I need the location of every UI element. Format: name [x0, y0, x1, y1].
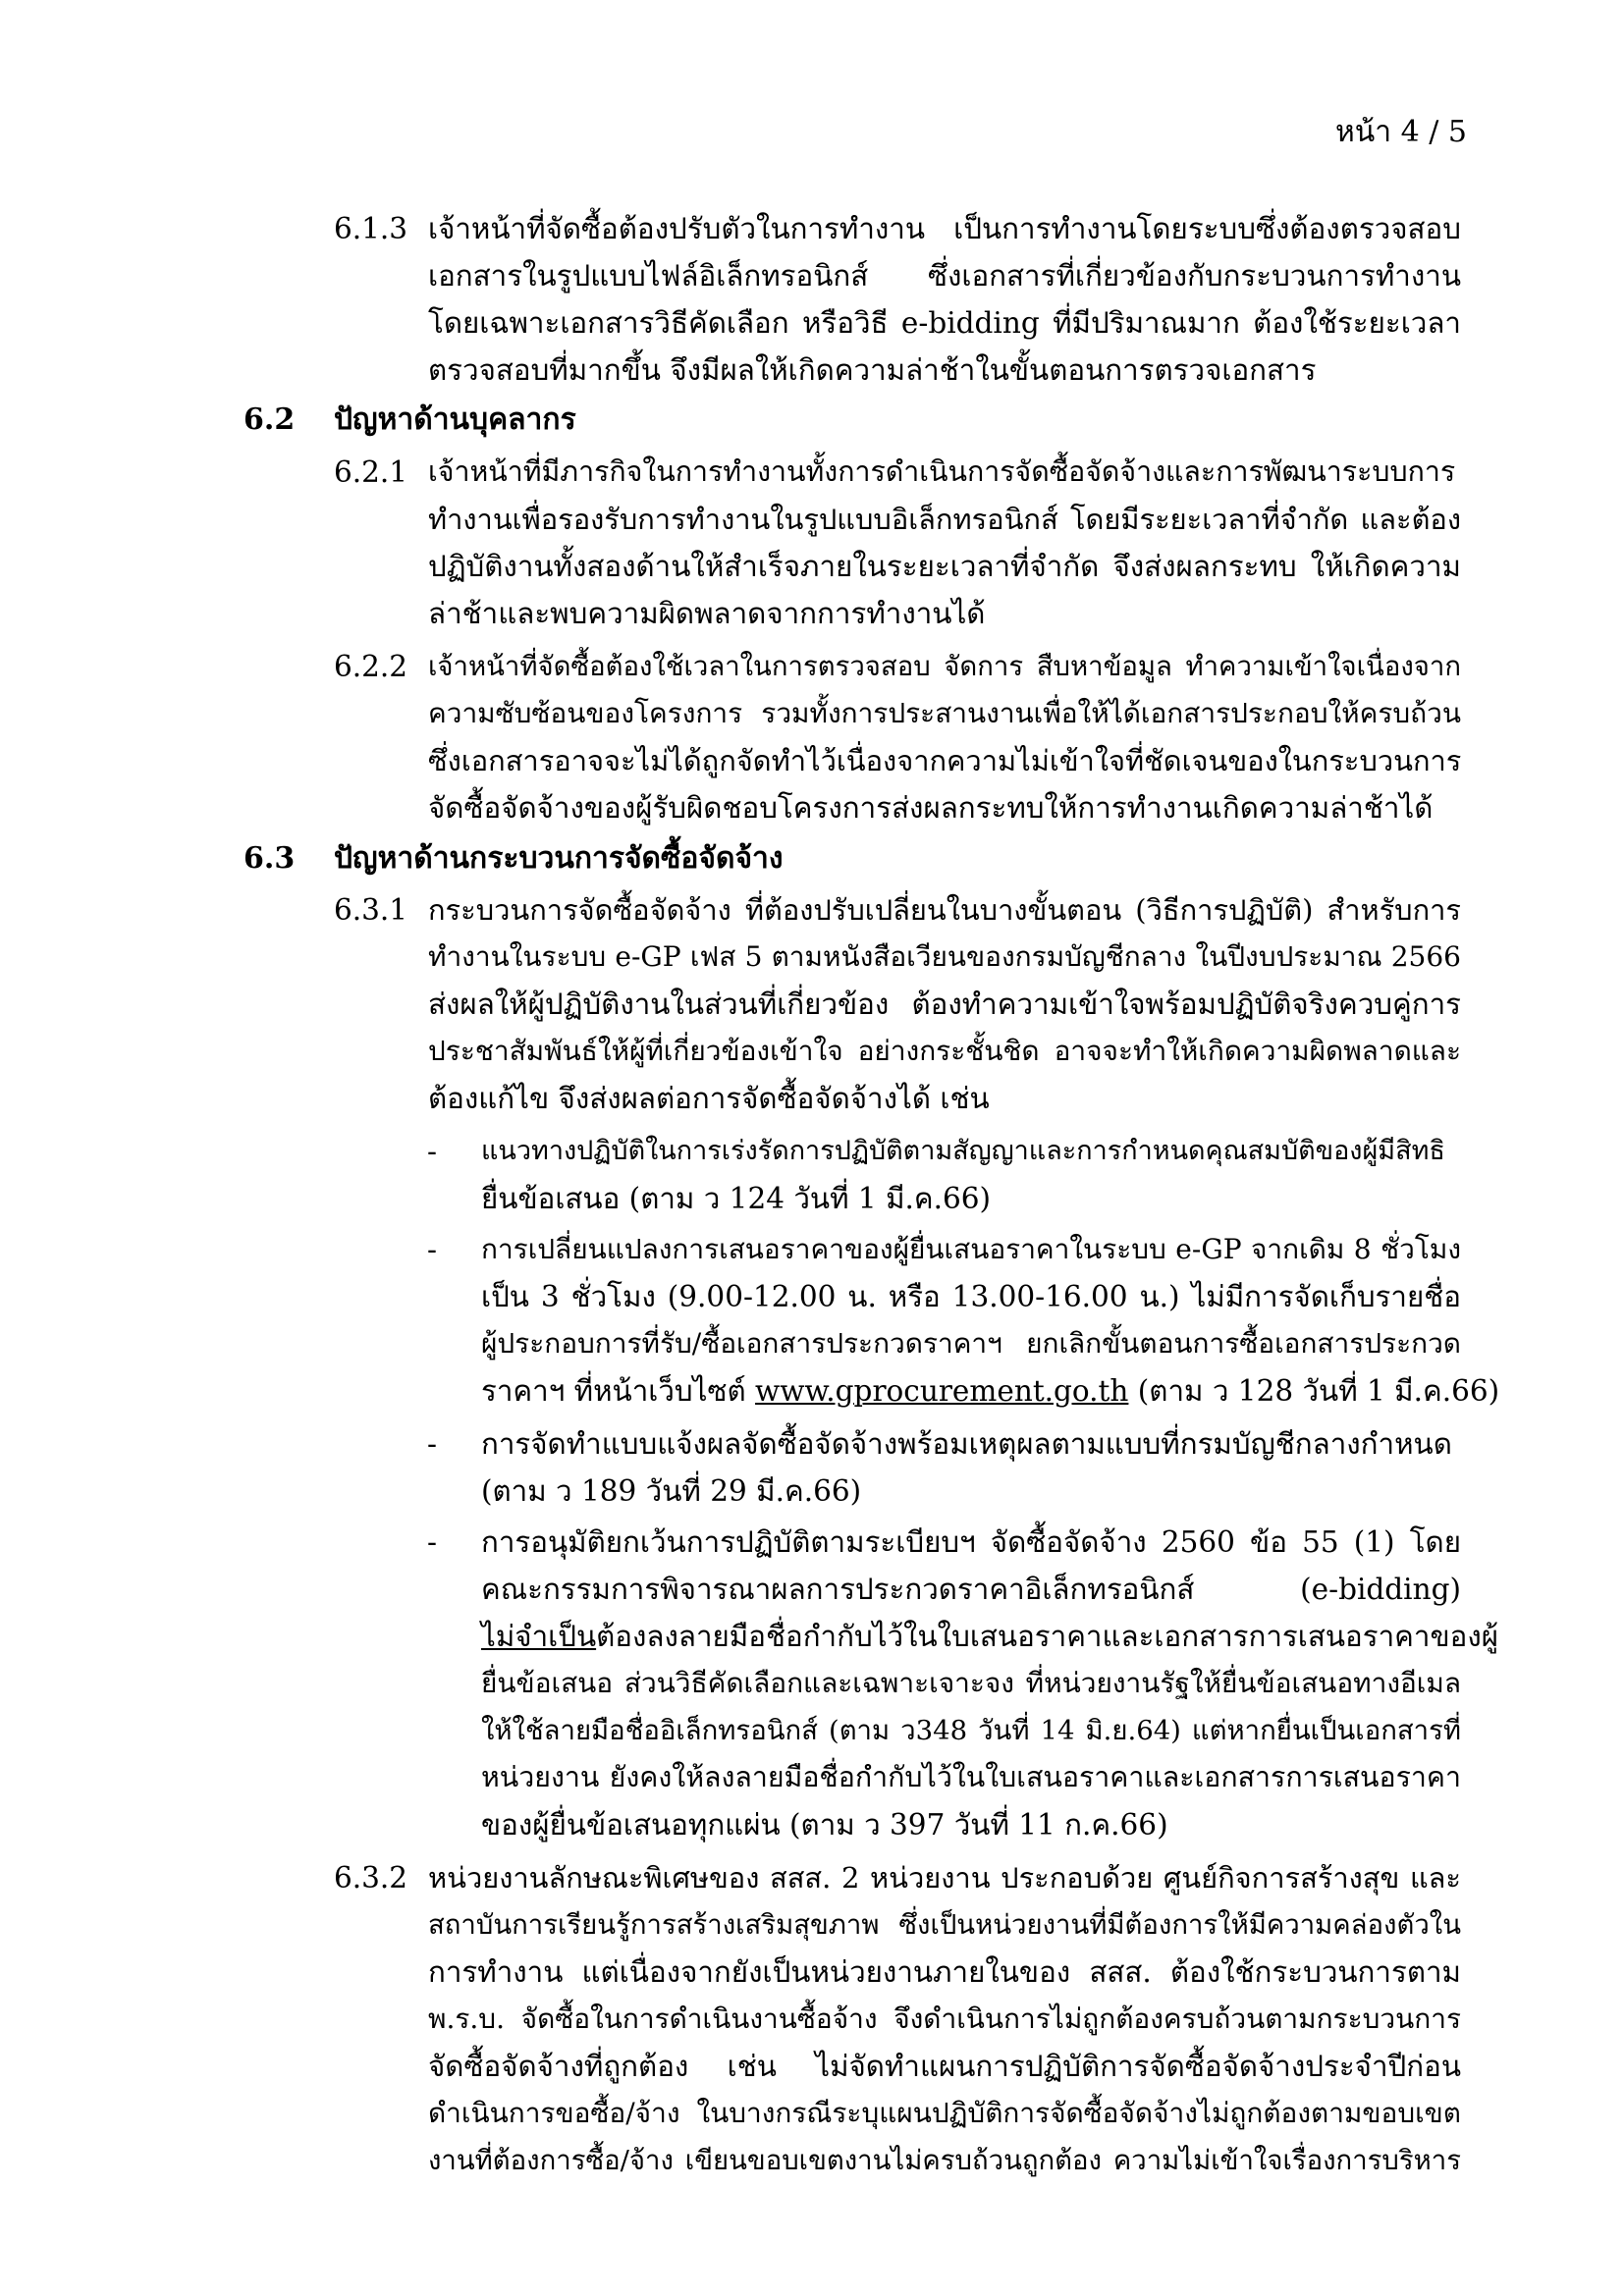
clause-number-6-1-3: 6.1.3 [334, 212, 408, 245]
paragraph-line: เจ้าหน้าที่มีภารกิจในการทำงานทั้งการดำเนินการจัดซื้อจัดจ้างและการพัฒนาระบบการ [428, 455, 1456, 488]
bullet-line: ยื่นข้อเสนอ (ตาม ว 124 วันที่ 1 มี.ค.66) [481, 1182, 992, 1215]
bullet-line: การอนุมัติยกเว้นการปฏิบัติตามระเบียบฯ จัดซื้อจัดจ้าง 2560 ข้อ 55 (1) โดย [481, 1525, 1461, 1559]
bullet-line: การเปลี่ยนแปลงการเสนอราคาของผู้ยื่นเสนอราคาในระบบ e-GP จากเดิม 8 ชั่วโมง [481, 1233, 1461, 1265]
clause-number-6-2-1: 6.2.1 [334, 455, 408, 489]
paragraph-line: จัดซื้อจัดจ้างของผู้รับผิดชอบโครงการส่งผลกระทบให้การทำงานเกิดความล่าช้าได้ [428, 791, 1434, 825]
paragraph-line: หน่วยงานลักษณะพิเศษของ สสส. 2 หน่วยงาน ประกอบด้วย ศูนย์กิจการสร้างสุข และ [428, 1861, 1461, 1895]
bullet-line: หน่วยงาน ยังคงให้ลงลายมือชื่อกำกับไว้ในใบเสนอราคาและเอกสารการเสนอราคา [481, 1761, 1461, 1793]
bullet-text: ราคาฯ ที่หน้าเว็บไซต์ [481, 1374, 756, 1408]
paragraph-line: ดำเนินการขอซื้อ/จ้าง ในบางกรณีระบุแผนปฏิบัติการจัดซื้อจัดจ้างไม่ถูกต้องตามขอบเขต [428, 2097, 1461, 2129]
paragraph-line: ทำงานในระบบ e-GP เฟส 5 ตามหนังสือเวียนของกรมบัญชีกลาง ในปีงบประมาณ 2566 [428, 940, 1461, 973]
bullet-line: ยื่นข้อเสนอ ส่วนวิธีคัดเลือกและเฉพาะเจาะจง ที่หน่วยงานรัฐให้ยื่นข้อเสนอทางอีเมล [481, 1667, 1461, 1699]
bullet-text: (ตาม ว 128 วันที่ 1 มี.ค.66) [1128, 1374, 1500, 1408]
page-number: หน้า 4 / 5 [1335, 115, 1468, 149]
paragraph-line: งานที่ต้องการซื้อ/จ้าง เขียนขอบเขตงานไม่ครบถ้วนถูกต้อง ความไม่เข้าใจเรื่องการบริหาร [428, 2145, 1461, 2176]
bullet-line: การจัดทำแบบแจ้งผลจัดซื้อจัดจ้างพร้อมเหตุผลตามแบบที่กรมบัญชีกลางกำหนด [481, 1427, 1452, 1461]
paragraph-line: กระบวนการจัดซื้อจัดจ้าง ที่ต้องปรับเปลี่ยนในบางขั้นตอน (วิธีการปฏิบัติ) สำหรับการ [428, 893, 1461, 927]
bullet-dash: - [427, 1525, 437, 1559]
bullet-dash: - [427, 1427, 437, 1461]
section-title-6-2: ปัญหาด้านบุคลากร [334, 402, 576, 437]
paragraph-line: พ.ร.บ. จัดซื้อในการดำเนินงานซื้อจ้าง จึงดำเนินการไม่ถูกต้องครบถ้วนตามกระบวนการ [428, 2002, 1461, 2035]
paragraph-line: ประชาสัมพันธ์ให้ผู้ที่เกี่ยวข้องเข้าใจ อย่างกระชั้นชิด อาจจะทำให้เกิดความผิดพลาดและ [428, 1035, 1461, 1067]
paragraph-line: เอกสารในรูปแบบไฟล์อิเล็กทรอนิกส์ ซึ่งเอกสารที่เกี่ยวข้องกับกระบวนการทำงาน [428, 259, 1461, 293]
paragraph-line: ทำงานเพื่อรองรับการทำงานในรูปแบบอิเล็กทรอนิกส์ โดยมีระยะเวลาที่จำกัด และต้อง [428, 503, 1461, 536]
paragraph-line: การทำงาน แต่เนื่องจากยังเป็นหน่วยงานภายในของ สสส. ต้องใช้กระบวนการตาม [428, 1955, 1461, 1989]
bullet-line: แนวทางปฏิบัติในการเร่งรัดการปฏิบัติตามสัญญาและการกำหนดคุณสมบัติของผู้มีสิทธิ [481, 1136, 1445, 1166]
bullet-text: ต้องลงลายมือชื่อกำกับไว้ในใบเสนอราคาและเอกสารการเสนอราคาของผู้ [596, 1620, 1499, 1653]
clause-number-6-3-2: 6.3.2 [334, 1861, 408, 1895]
paragraph-line: สถาบันการเรียนรู้การสร้างเสริมสุขภาพ ซึ่งเป็นหน่วยงานที่มีต้องการให้มีความคล่องตัวใน [428, 1909, 1461, 1941]
bullet-line [481, 1368, 1499, 1414]
bullet-line: ผู้ประกอบการที่รับ/ซื้อเอกสารประกวดราคาฯ ยกเลิกขั้นตอนการซื้อเอกสารประกวด [481, 1327, 1461, 1360]
bullet-line [481, 1614, 1498, 1659]
bullet-line: คณะกรรมการพิจารณาผลการประกวดราคาอิเล็กทรอนิกส์ (e-bidding) [481, 1573, 1461, 1606]
section-title-6-3: ปัญหาด้านกระบวนการจัดซื้อจัดจ้าง [334, 841, 784, 876]
bullet-dash: - [427, 1233, 437, 1266]
bullet-line: เป็น 3 ชั่วโมง (9.00-12.00 น. หรือ 13.00-16.00 น.) ไม่มีการจัดเก็บรายชื่อ [481, 1280, 1461, 1313]
bullet-line: ให้ใช้ลายมือชื่ออิเล็กทรอนิกส์ (ตาม ว348 วันที่ 14 มิ.ย.64) แต่หากยื่นเป็นเอกสารที่ [481, 1715, 1461, 1746]
paragraph-line: ตรวจสอบที่มากขึ้น จึงมีผลให้เกิดความล่าช้าในขั้นตอนการตรวจเอกสาร [428, 353, 1317, 387]
bullet-line: ของผู้ยื่นข้อเสนอทุกแผ่น (ตาม ว 397 วันที่ 11 ก.ค.66) [481, 1808, 1168, 1842]
gprocurement-link[interactable]: www.gprocurement.go.th [755, 1374, 1129, 1408]
paragraph-line: ความซับซ้อนของโครงการ รวมทั้งการประสานงานเพื่อให้ได้เอกสารประกอบให้ครบถ้วน [428, 697, 1461, 729]
paragraph-line: เจ้าหน้าที่จัดซื้อต้องปรับตัวในการทำงาน เป็นการทำงานโดยระบบซึ่งต้องตรวจสอบ [428, 212, 1461, 245]
section-number-6-3: 6.3 [244, 841, 296, 876]
paragraph-line: เจ้าหน้าที่จัดซื้อต้องใช้เวลาในการตรวจสอบ จัดการ สืบหาข้อมูล ทำความเข้าใจเนื่องจาก [428, 651, 1461, 682]
paragraph-line: โดยเฉพาะเอกสารวิธีคัดเลือก หรือวิธี e-bidding ที่มีปริมาณมาก ต้องใช้ระยะเวลา [428, 306, 1461, 340]
bullet-line: (ตาม ว 189 วันที่ 29 มี.ค.66) [481, 1474, 862, 1508]
section-number-6-2: 6.2 [244, 402, 296, 437]
paragraph-line: ล่าช้าและพบความผิดพลาดจากการทำงานได้ [428, 597, 986, 630]
clause-number-6-2-2: 6.2.2 [334, 650, 408, 683]
paragraph-line: จัดซื้อจัดจ้างที่ถูกต้อง เช่น ไม่จัดทำแผนการปฏิบัติการจัดซื้อจัดจ้างประจำปีก่อน [428, 2050, 1461, 2083]
bullet-dash: - [427, 1135, 437, 1168]
paragraph-line: ต้องแก้ไข จึงส่งผลต่อการจัดซื้อจัดจ้างได้ เช่น [428, 1082, 990, 1115]
underlined-text: ไม่จำเป็น [481, 1620, 597, 1653]
paragraph-line: ปฏิบัติงานทั้งสองด้านให้สำเร็จภายในระยะเวลาที่จำกัด จึงส่งผลกระทบ ให้เกิดความ [428, 550, 1461, 583]
paragraph-line: ซึ่งเอกสารอาจจะไม่ได้ถูกจัดทำไว้เนื่องจากความไม่เข้าใจที่ชัดเจนของในกระบวนการ [428, 744, 1462, 777]
clause-number-6-3-1: 6.3.1 [334, 893, 408, 927]
paragraph-line: ส่งผลให้ผู้ปฏิบัติงานในส่วนที่เกี่ยวข้อง ต้องทำความเข้าใจพร้อมปฏิบัติจริงควบคู่การ [428, 988, 1461, 1021]
